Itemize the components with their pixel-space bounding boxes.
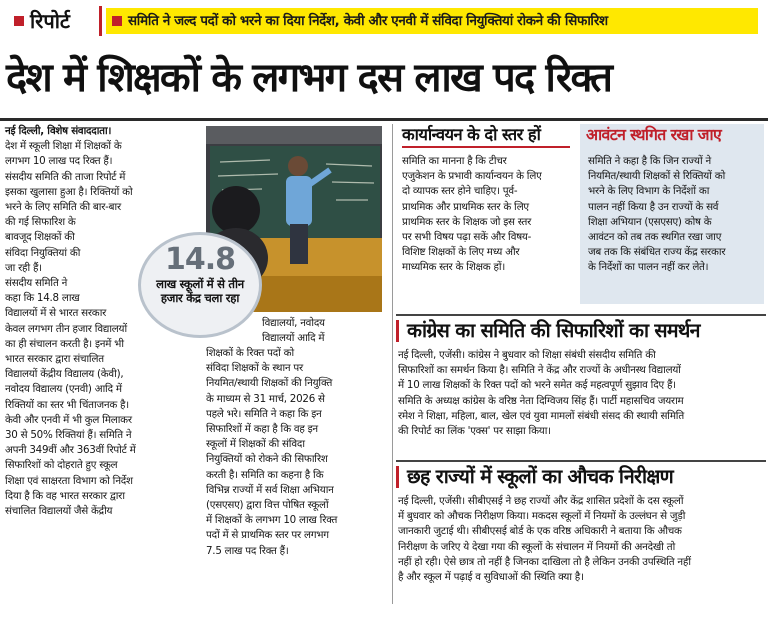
box1-line: पर सभी विषय पढ़ा सकें और विषय- (402, 231, 532, 244)
sidebar-box-allocation (580, 124, 764, 304)
main-story-line: संविदा नियुक्तियां की (5, 246, 81, 259)
story2-line: नई दिल्ली, एजेंसी। कांग्रेस ने बुधवार को शिक्षा संबंधी संसदीय समिति की (398, 349, 656, 361)
main-story-line: का ही संचालन करती है। इनमें भी (5, 337, 124, 350)
story2-line: रमेश ने शिक्षा, महिला, बाल, खेल एवं युवा मामलों संबंधी संसद की स्थायी समिति (398, 409, 685, 422)
main-story-line: कहा कि 14.8 लाख (5, 292, 80, 305)
box2-body (588, 154, 764, 276)
highlight-caption: लाख स्कूलों में से तीन हजार केंद्र चला रहा (156, 277, 244, 305)
box2-line: भरने के लिए विभाग के निर्देशों का (588, 185, 710, 198)
box1-line: विशिष्ट शिक्षकों के लिए मध्य और (402, 246, 520, 259)
main-story-line: दिया है कि वह भारत सरकार द्वारा (5, 489, 125, 502)
main-story-line: नई दिल्ली, विशेष संवाददाता। (5, 125, 112, 137)
sidebar-box-implementation (398, 124, 574, 314)
story3-body (398, 494, 766, 585)
box1-line: समिति का मानना है कि टीचर (402, 155, 507, 167)
subheading-text: समिति ने जल्द पदों को भरने का दिया निर्देश, केवी और एनवी में संविदा नियुक्तियां रोकने की सिफारिश (128, 14, 608, 29)
highlight-number: 14.8 (164, 242, 236, 277)
square-bullet-icon (112, 16, 122, 26)
main-story-col2-line: (एसएसए) द्वारा वित्त पोषित स्कूलों (206, 499, 329, 512)
box1-line: प्राथमिक और प्राथमिक स्तर के लिए (402, 200, 529, 213)
main-story-col2-line: में शिक्षकों के लगभग 10 लाख रिक्त (206, 514, 338, 527)
main-story-line: लगभग 10 लाख पद रिक्त हैं। (5, 155, 113, 168)
box1-body (402, 154, 574, 276)
main-story-col2-line: नियमित/स्थायी शिक्षकों की नियुक्ति (206, 377, 333, 390)
main-story-line: केवी और एनवी में भी कुल मिलाकर (5, 413, 132, 426)
box2-line: पालन नहीं किया है उन राज्यों के सर्व (588, 200, 719, 213)
main-story-col2-line: स्कूलों में शिक्षकों की संविदा (206, 438, 305, 451)
main-story-col2-line: विद्यालयों, नवोदय (262, 317, 325, 329)
main-story-col2-line: विद्यालयों आदि में (262, 332, 325, 345)
main-story-line: अपनी 349वीं और 363वीं रिपोर्ट में (5, 444, 136, 457)
main-story-col2-line: पदों में से प्राथमिक स्तर पर लगभग (206, 529, 329, 542)
main-story-line: केवल लगभग तीन हजार विद्यालयों (5, 322, 127, 335)
main-story-line: रिक्तियों का स्तर भी चिंताजनक है। (5, 398, 129, 411)
story2-line: सिफारिशों का समर्थन किया है। समिति ने केंद्र और राज्यों के अधीनस्थ विद्यालयों (398, 364, 681, 377)
story3-line: जानकारी जुटाई थी। सीबीएसई बोर्ड के एक वरिष्ठ अधिकारी ने बताया कि औचक (398, 525, 682, 538)
main-story-column-2 (206, 346, 390, 559)
main-story-line: शिक्षा एवं साक्षरता विभाग को निर्देश (5, 474, 133, 487)
story2-heading (396, 318, 766, 344)
main-story-line: बावजूद शिक्षकों की (5, 231, 75, 244)
story3-heading (396, 464, 766, 490)
story3-line: नहीं हो रही। ऐसे छात्र तो नहीं है जिनका दाखिला तो है लेकिन उनकी उपस्थिति नहीं (398, 555, 691, 568)
box2-line: शिक्षा अभियान (एसएसए) कोष के (588, 215, 712, 228)
story3-title: छह राज्यों में स्कूलों का औचक निरीक्षण (407, 465, 674, 488)
story2-title: कांग्रेस का समिति की सिफारिशों का समर्थन (407, 319, 700, 342)
main-story-line: इसका खुलासा हुआ है। रिक्तियों को (5, 185, 133, 198)
story2-line: समिति के अध्यक्ष कांग्रेस के वरिष्ठ नेता दिग्विजय सिंह हैं। पार्टी महासचिव जयराम (398, 394, 684, 407)
main-story-line: भारत सरकार द्वारा संचालित (5, 353, 104, 366)
red-bar-icon (396, 466, 399, 488)
main-story-line: जा रही हैं। (5, 261, 42, 274)
highlight-stat-badge (138, 232, 262, 338)
box2-line: नियमित/स्थायी शिक्षकों से रिक्तियों को (588, 170, 726, 183)
subheading-bar (106, 8, 758, 34)
section-tag-label: रिपोर्ट (30, 9, 70, 33)
box2-line: आवंटन को तब तक स्थगित रखा जाए (588, 231, 722, 244)
story-congress (396, 318, 766, 439)
story2-body (398, 348, 766, 439)
headline-divider (0, 118, 768, 121)
main-story-line: संसदीय समिति की ताजा रिपोर्ट में (5, 170, 126, 183)
main-story-col2-line: नियुक्तियों को रोकने की सिफारिश (206, 453, 328, 466)
main-headline: देश में शिक्षकों के लगभग दस लाख पद रिक्त (6, 55, 612, 101)
main-story-line: विद्यालयों में से भारत सरकार (5, 307, 107, 320)
box1-title: कार्यान्वयन के दो स्तर हों (402, 124, 570, 148)
main-story-col2-line: शिक्षकों के रिक्त पदों को (206, 347, 294, 359)
box1-line: दो व्यापक स्तर होने चाहिए। पूर्व- (402, 185, 518, 198)
main-story-line: संचालित विद्यालयों जैसे केंद्रीय (5, 505, 113, 518)
story-inspection (396, 464, 766, 585)
box1-line: प्राथमिक स्तर के शिक्षक जो इस स्तर (402, 215, 532, 228)
box1-line: माध्यमिक स्तर के शिक्षक हों। (402, 261, 505, 274)
box1-line: एजुकेशन के प्रभावी कार्यान्वयन के लिए (402, 170, 542, 183)
section-tag (14, 6, 102, 36)
main-story-line: नवोदय विद्यालय (एनवी) आदि में (5, 383, 122, 396)
main-story-line: की गई सिफारिश के (5, 216, 76, 229)
story3-line: नई दिल्ली, एजेंसी। सीबीएसई ने छह राज्यों और केंद्र शासित प्रदेशों के दस स्कूलों (398, 495, 684, 507)
main-story-line: संसदीय समिति ने (5, 277, 68, 290)
main-story-col2-line: करती है। समिति का कहना है कि (206, 468, 324, 481)
main-story-col2-line: संविदा शिक्षकों के स्थान पर (206, 362, 303, 375)
main-story-line: विद्यालयों केंद्रीय विद्यालय (केवी), (5, 368, 124, 381)
story2-line: में 10 लाख शिक्षकों के रिक्त पदों को भरने समेत कई महत्वपूर्ण सुझाव दिए हैं। (398, 379, 676, 392)
story3-line: निरीक्षण के जरिए ये देखा गया की स्कूलों के संचालन में नियमों की अनदेखी तो (398, 540, 675, 553)
main-story-col2-lines (206, 346, 390, 559)
main-story-col2-line: के माध्यम से 31 मार्च, 2026 से (206, 392, 325, 405)
red-bar-icon (396, 320, 399, 342)
main-story-col2-line: पहले भरे। समिति ने कहा कि इन (206, 407, 322, 420)
main-story-line: देश में स्कूली शिक्षा में शिक्षकों के (5, 140, 122, 153)
story2-line: की रिपोर्ट का लिंक 'एक्स' पर साझा किया। (398, 425, 551, 438)
main-story-line: भरने के लिए समिति की बार-बार (5, 201, 121, 214)
box2-line: जब तक कि संबंधित राज्य केंद्र सरकार (588, 246, 726, 259)
column-divider (392, 124, 393, 604)
story3-line: में बुधवार को औचक निरीक्षण किया। मकदस स्कूलों में नियमों के उल्लंघन से जुड़ी (398, 510, 686, 523)
main-story-col2-line: सिफारिशों में कहा है कि वह इन (206, 423, 318, 436)
box2-title: आवंटन स्थगित रखा जाए (586, 125, 722, 144)
main-story-line: सिफारिशों को दोहराते हुए स्कूल (5, 459, 118, 472)
story3-line: है और स्कूल में पढ़ाई व सुविधाओं की स्थिति क्या है। (398, 571, 584, 584)
story-divider (396, 460, 766, 462)
main-story-col2-line: विभिन्न राज्यों में सर्व शिक्षा अभियान (206, 483, 334, 496)
story-divider (396, 314, 766, 316)
box2-line: समिति ने कहा है कि जिन राज्यों ने (588, 155, 711, 167)
box2-line: के निर्देशों का पालन नहीं कर लेते। (588, 261, 709, 274)
main-story-col2-line: 7.5 लाख पद रिक्त हैं। (206, 544, 289, 557)
main-story-line: 30 से 50% रिक्तियां हैं। समिति ने (5, 429, 132, 442)
main-story-column-2-top (262, 316, 390, 346)
square-bullet-icon (14, 16, 24, 26)
